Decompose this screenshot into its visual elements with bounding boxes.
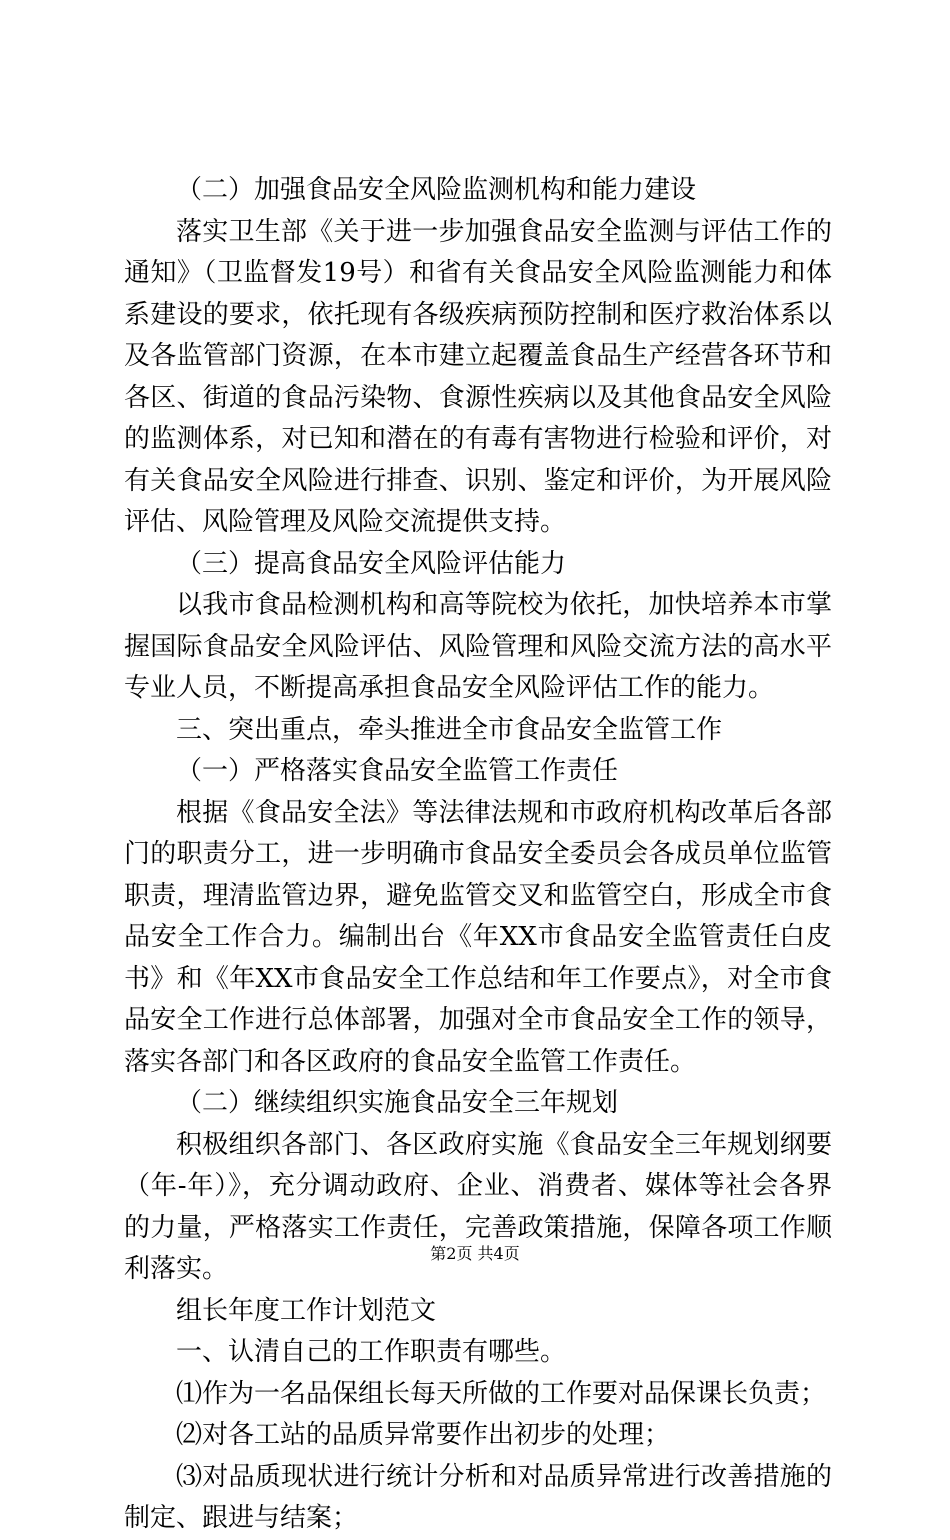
- text-line: 积极组织各部门、各区政府实施《食品安全三年规划纲要: [176, 1129, 832, 1160]
- text-line: 根据《食品安全法》等法律法规和市政府机构改革后各部: [176, 797, 832, 828]
- text-line: （二）继续组织实施食品安全三年规划: [176, 1088, 619, 1118]
- text-line: 一、认清自己的工作职责有哪些。: [176, 1337, 567, 1367]
- text-line: 以我市食品检测机构和高等院校为依托，加快培养本市掌: [176, 590, 832, 620]
- document-body: [124, 170, 832, 1540]
- text-line: 职责，理清监管边界，避免监管交叉和监管空白，形成全市食: [124, 880, 832, 911]
- text-line: 落实各部门和各区政府的食品安全监管工作责任。: [124, 1046, 697, 1077]
- page-footer: 第2页 共4页: [430, 1244, 520, 1263]
- text-line: 有关食品安全风险进行排查、识别、鉴定和评价，为开展风险: [124, 465, 832, 496]
- text-line: 落实卫生部《关于进一步加强食品安全监测与评估工作的: [176, 216, 832, 247]
- text-line: 系建设的要求，依托现有各级疾病预防控制和医疗救治体系以: [124, 299, 832, 330]
- text-line: 品安全工作合力。编制出台《年XX市食品安全监管责任白皮: [124, 922, 832, 952]
- text-line: 的力量，严格落实工作责任，完善政策措施，保障各项工作顺: [124, 1212, 832, 1243]
- text-line: ⑴作为一名品保组长每天所做的工作要对品保课长负责；: [176, 1378, 827, 1409]
- text-line: （一）严格落实食品安全监管工作责任: [176, 756, 619, 786]
- text-line: （三）提高食品安全风险评估能力: [176, 548, 567, 579]
- text-line: 组长年度工作计划范文: [176, 1295, 437, 1326]
- text-line: 各区、街道的食品污染物、食源性疾病以及其他食品安全风险: [124, 382, 832, 413]
- text-line: 握国际食品安全风险评估、风险管理和风险交流方法的高水平: [124, 631, 832, 662]
- text-line: 三、突出重点，牵头推进全市食品安全监管工作: [176, 714, 723, 745]
- text-line: ⑵对各工站的品质异常要作出初步的处理；: [176, 1420, 671, 1450]
- text-line: （年-年）》，充分调动政府、企业、消费者、媒体等社会各界: [124, 1171, 832, 1201]
- text-line: （二）加强食品安全风险监测机构和能力建设: [176, 175, 697, 205]
- text-line: 评估、风险管理及风险交流提供支持。: [124, 507, 567, 537]
- text-line: 制定、跟进与结案；: [124, 1503, 359, 1533]
- text-line: 利落实。: [124, 1254, 229, 1284]
- text-line: ⑶对品质现状进行统计分析和对品质异常进行改善措施的: [176, 1461, 832, 1492]
- text-line: 的监测体系，对已知和潜在的有毒有害物进行检验和评价，对: [124, 424, 832, 454]
- text-line: 及各监管部门资源，在本市建立起覆盖食品生产经营各环节和: [124, 341, 832, 371]
- text-line: 书》和《年XX市食品安全工作总结和年工作要点》，对全市食: [124, 963, 832, 994]
- text-line: 专业人员，不断提高承担食品安全风险评估工作的能力。: [124, 673, 775, 703]
- text-line: 通知》（卫监督发19号）和省有关食品安全风险监测能力和体: [124, 258, 832, 288]
- text-line: 品安全工作进行总体部署，加强对全市食品安全工作的领导，: [124, 1005, 832, 1035]
- text-line: 门的职责分工，进一步明确市食品安全委员会各成员单位监管: [124, 839, 832, 869]
